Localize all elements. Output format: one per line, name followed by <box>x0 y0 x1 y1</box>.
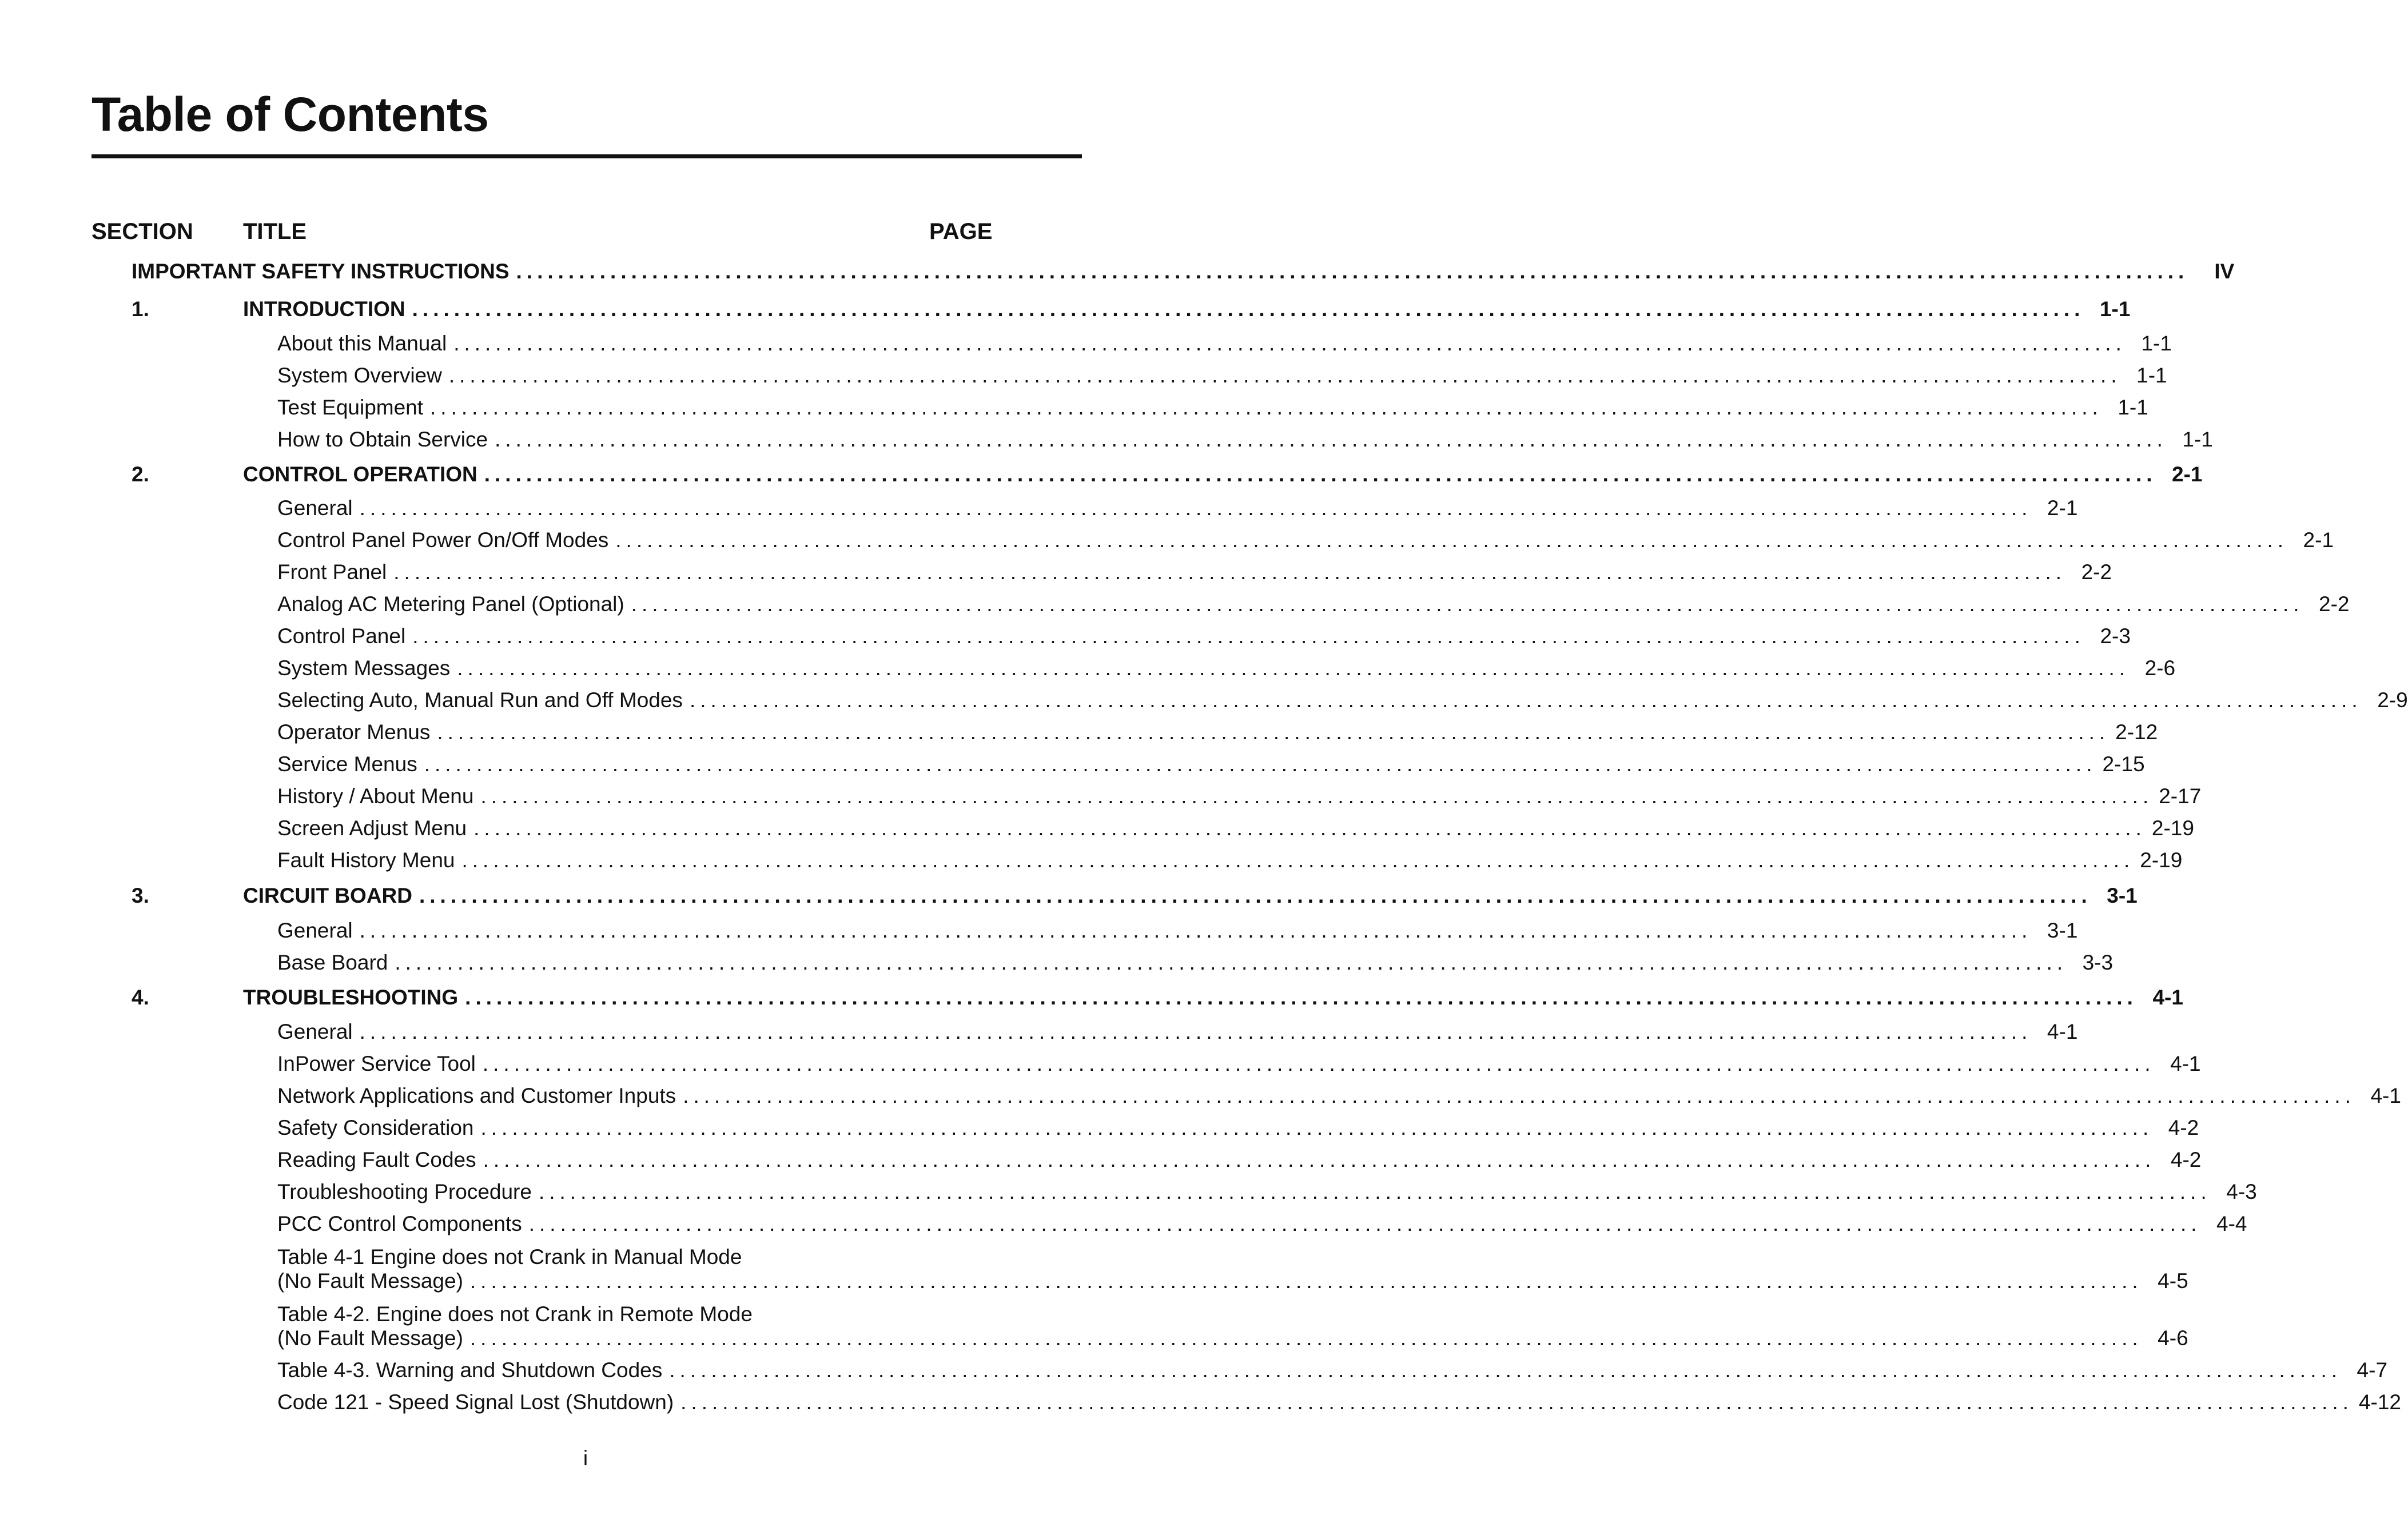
toc-entry-title: Troubleshooting Procedure <box>277 1180 532 1203</box>
toc-entry-title: Fault History Menu <box>277 848 455 872</box>
toc-entry-page: 2-1 <box>2172 463 2203 486</box>
toc-entry[interactable] <box>277 719 2158 744</box>
toc-entry-page: 4-3 <box>2226 1180 2257 1203</box>
dot-leader: ................................................................................................................................................................ <box>457 656 2130 680</box>
dot-leader: ................................................................................................................................................................ <box>395 951 2068 974</box>
toc-entry-title: Operator Menus <box>277 720 431 744</box>
dot-leader: ................................................................................................................................................................ <box>615 528 2288 552</box>
toc-entry-page: 1-1 <box>2136 364 2167 387</box>
toc-entry[interactable] <box>277 783 2202 808</box>
toc-entry[interactable] <box>277 1018 2078 1043</box>
toc-entry-page: 3-1 <box>2047 919 2078 942</box>
dot-leader: ................................................................................................................................................................ <box>430 396 2103 419</box>
toc-entry[interactable] <box>277 687 2408 712</box>
toc-entry[interactable] <box>277 426 2213 451</box>
toc-entry[interactable] <box>277 655 2176 680</box>
dot-leader: ................................................................................................................................................................ <box>482 1052 2155 1075</box>
page-number: i <box>583 1446 588 1470</box>
toc-entry-page: 2-3 <box>2100 624 2131 648</box>
toc-entry-page: 2-19 <box>2140 848 2183 872</box>
toc-entry-title: TROUBLESHOOTING <box>243 986 459 1009</box>
toc-entry-page: 3-1 <box>2107 884 2138 907</box>
toc-entry-page: 1-1 <box>2141 332 2172 355</box>
dot-leader: ................................................................................................................................................................ <box>480 1116 2154 1139</box>
dot-leader: ................................................................................................................................................................ <box>631 592 2304 616</box>
toc-entry-title: Test Equipment <box>277 396 424 419</box>
toc-entry-title: Code 121 - Speed Signal Lost (Shutdown) <box>277 1390 674 1414</box>
column-header-section: SECTION <box>91 219 193 244</box>
toc-entry[interactable] <box>277 330 2172 355</box>
toc-entry-title: History / About Menu <box>277 784 474 808</box>
toc-entry[interactable] <box>277 1357 2388 1382</box>
toc-entry[interactable] <box>277 1245 2188 1293</box>
toc-entry[interactable] <box>277 1050 2201 1075</box>
toc-entry-page: 2-1 <box>2047 496 2078 520</box>
toc-section-entry[interactable] <box>132 296 2131 321</box>
dot-leader: ................................................................................................................................................................ <box>419 884 2092 907</box>
column-header-title: TITLE <box>243 219 307 244</box>
toc-entry-page: 4-7 <box>2357 1358 2388 1382</box>
toc-entry-page: 4-2 <box>2170 1148 2202 1171</box>
toc-entry[interactable] <box>277 1302 2188 1350</box>
dot-leader: ................................................................................................................................................................ <box>412 624 2085 648</box>
toc-entry-page: 4-2 <box>2168 1116 2199 1139</box>
toc-entry[interactable] <box>277 591 2350 616</box>
toc-entry-page: 2-6 <box>2144 656 2176 680</box>
toc-entry-title: General <box>277 1020 353 1043</box>
toc-entry[interactable] <box>277 949 2114 974</box>
toc-section-entry[interactable] <box>132 984 2183 1009</box>
toc-entry-title: Table 4-3. Warning and Shutdown Codes <box>277 1358 663 1382</box>
toc-entry-page: 4-1 <box>2370 1084 2401 1107</box>
toc-entry-page: 2-17 <box>2159 784 2202 808</box>
toc-section-number: 2. <box>132 463 149 486</box>
dot-leader: ................................................................................................................................................................ <box>516 260 2189 283</box>
toc-entry[interactable] <box>277 1146 2202 1171</box>
toc-entry-title: Front Panel <box>277 560 387 584</box>
toc-entry-title: (No Fault Message) <box>277 1269 463 1293</box>
dot-leader: ................................................................................................................................................................ <box>484 463 2157 486</box>
toc-entry-page: 1-1 <box>2182 428 2213 451</box>
toc-entry-page: 3-3 <box>2082 951 2114 974</box>
toc-entry-page: 4-1 <box>2047 1020 2078 1043</box>
toc-entry[interactable] <box>277 559 2112 584</box>
dot-leader: ................................................................................................................................................................ <box>412 297 2085 321</box>
dot-leader: ................................................................................................................................................................ <box>480 784 2154 808</box>
toc-section-number: 4. <box>132 986 149 1009</box>
toc-entry-title: CONTROL OPERATION <box>243 463 477 486</box>
toc-entry-title-line1: Table 4-1 Engine does not Crank in Manual Mode <box>277 1245 742 1269</box>
toc-entry-page: 4-1 <box>2170 1052 2201 1075</box>
toc-entry-title: (No Fault Message) <box>277 1326 463 1350</box>
toc-entry-title: General <box>277 919 353 942</box>
toc-entry[interactable] <box>277 1210 2247 1235</box>
toc-entry-page: 4-12 <box>2358 1390 2401 1414</box>
column-header-page: PAGE <box>929 219 993 244</box>
toc-entry-title: Service Menus <box>277 752 417 776</box>
toc-entry[interactable] <box>277 917 2078 942</box>
toc-entry-page: 2-12 <box>2115 720 2158 744</box>
toc-entry-page: 2-15 <box>2102 752 2145 776</box>
page-title: Table of Contents <box>91 87 489 141</box>
dot-leader: ................................................................................................................................................................ <box>683 1084 2355 1107</box>
dot-leader: ................................................................................................................................................................ <box>359 496 2032 520</box>
dot-leader: ................................................................................................................................................................ <box>393 560 2067 584</box>
toc-entry-title: Control Panel <box>277 624 406 648</box>
dot-leader: ................................................................................................................................................................ <box>359 1020 2032 1043</box>
dot-leader: ................................................................................................................................................................ <box>469 1269 2143 1293</box>
toc-section-number: 1. <box>132 297 149 321</box>
toc-section-entry[interactable] <box>132 882 2138 907</box>
toc-entry[interactable] <box>277 815 2194 840</box>
dot-leader: ................................................................................................................................................................ <box>469 1326 2143 1350</box>
toc-entry-title: Network Applications and Customer Inputs <box>277 1084 676 1107</box>
toc-entry-title: PCC Control Components <box>277 1212 522 1235</box>
toc-entry-page: 2-1 <box>2303 528 2334 552</box>
toc-entry-title: Screen Adjust Menu <box>277 816 467 840</box>
toc-entry[interactable] <box>277 1389 2401 1414</box>
toc-section-entry[interactable] <box>132 461 2203 486</box>
toc-entry-title: Control Panel Power On/Off Modes <box>277 528 609 552</box>
toc-entry[interactable] <box>277 751 2145 776</box>
toc-entry[interactable] <box>277 623 2131 648</box>
dot-leader: ................................................................................................................................................................ <box>461 848 2135 872</box>
dot-leader: ................................................................................................................................................................ <box>359 919 2032 942</box>
dot-leader: ................................................................................................................................................................ <box>680 1390 2353 1414</box>
dot-leader: ................................................................................................................................................................ <box>528 1212 2202 1235</box>
toc-entry-page: 4-6 <box>2158 1326 2188 1350</box>
toc-entry[interactable] <box>277 1114 2199 1139</box>
toc-entry-title: InPower Service Tool <box>277 1052 476 1075</box>
dot-leader: ................................................................................................................................................................ <box>453 332 2126 355</box>
toc-entry-title: IMPORTANT SAFETY INSTRUCTIONS <box>132 260 510 283</box>
toc-entry[interactable] <box>277 527 2334 552</box>
toc-entry-title: System Overview <box>277 364 442 387</box>
toc-entry[interactable] <box>277 362 2167 387</box>
dot-leader: ................................................................................................................................................................ <box>538 1180 2211 1203</box>
toc-entry-page: 2-19 <box>2151 816 2194 840</box>
toc-entry-title-line1: Table 4-2. Engine does not Crank in Remote Mode <box>277 1302 753 1326</box>
toc-entry[interactable] <box>277 847 2183 872</box>
toc-entry-page: 4-1 <box>2152 986 2183 1009</box>
toc-entry-page: 4-4 <box>2216 1212 2247 1235</box>
toc-entry-title: Reading Fault Codes <box>277 1148 476 1171</box>
toc-entry[interactable] <box>277 1082 2401 1107</box>
toc-entry[interactable] <box>277 1178 2257 1203</box>
dot-leader: ................................................................................................................................................................ <box>495 428 2167 451</box>
toc-entry-title: CIRCUIT BOARD <box>243 884 412 907</box>
toc-entry-title: About this Manual <box>277 332 447 355</box>
toc-entry-page: 1-1 <box>2118 396 2148 419</box>
toc-section-entry[interactable] <box>132 258 2235 283</box>
dot-leader: ................................................................................................................................................................ <box>483 1148 2156 1171</box>
dot-leader: ................................................................................................................................................................ <box>465 986 2138 1009</box>
toc-entry-title: Base Board <box>277 951 388 974</box>
toc-entry-title: Analog AC Metering Panel (Optional) <box>277 592 624 616</box>
dot-leader: ................................................................................................................................................................ <box>448 364 2122 387</box>
toc-entry-title: How to Obtain Service <box>277 428 488 451</box>
toc-entry-title: Selecting Auto, Manual Run and Off Modes <box>277 688 683 712</box>
toc-entry-page: 2-2 <box>2319 592 2350 616</box>
dot-leader: ................................................................................................................................................................ <box>473 816 2146 840</box>
toc-entry-page: 2-9 <box>2377 688 2408 712</box>
toc-entry-title: INTRODUCTION <box>243 297 405 321</box>
toc-entry-page: 1-1 <box>2099 297 2131 321</box>
toc-entry-title: System Messages <box>277 656 451 680</box>
toc-entry-page: 2-2 <box>2081 560 2112 584</box>
toc-entry-page: IV <box>2214 260 2235 283</box>
dot-leader: ................................................................................................................................................................ <box>424 752 2097 776</box>
dot-leader: ................................................................................................................................................................ <box>669 1358 2342 1382</box>
toc-entry[interactable] <box>277 495 2078 520</box>
dot-leader: ................................................................................................................................................................ <box>437 720 2110 744</box>
toc-entry-title: General <box>277 496 353 520</box>
toc-section-number: 3. <box>132 884 149 907</box>
dot-leader: ................................................................................................................................................................ <box>689 688 2362 712</box>
toc-entry[interactable] <box>277 394 2148 419</box>
toc-entry-page: 4-5 <box>2158 1269 2188 1293</box>
toc-entry-title: Safety Consideration <box>277 1116 474 1139</box>
